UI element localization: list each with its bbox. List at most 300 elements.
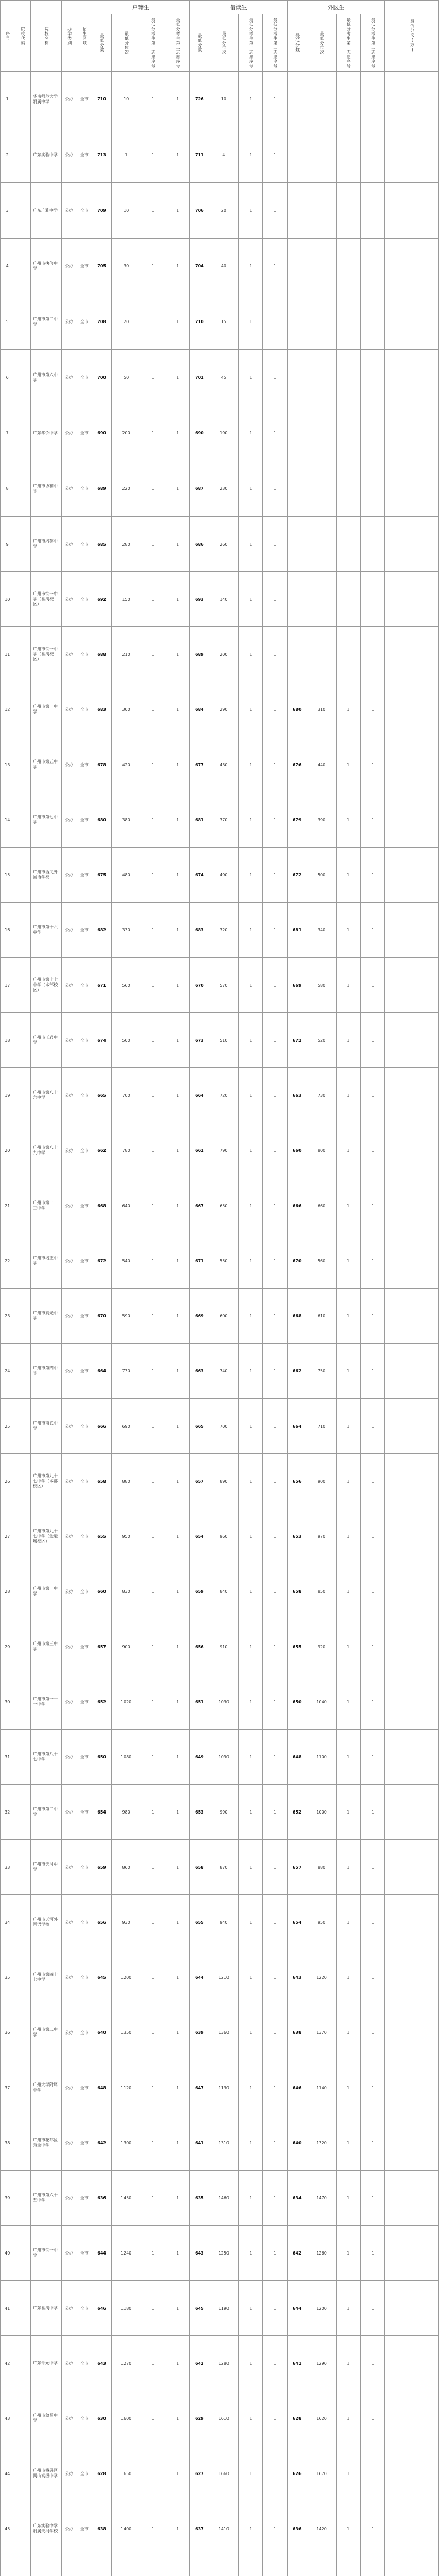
row-area: 全市 [77,1013,92,1068]
row-g2-rank: 45 [209,350,238,405]
row-g3-rank: 970 [307,1509,336,1564]
row-g2-rank: 370 [209,792,238,848]
row-g3-score: 654 [287,1895,307,1950]
row-g2-first: 1 [238,2005,262,2060]
row-g2-rank: 1250 [209,2226,238,2281]
row-g2-score: 665 [189,1399,209,1454]
row-g1-first: 1 [141,1674,165,1730]
row-g1-first: 1 [141,1509,165,1564]
row-g2-second: 1 [263,1454,287,1509]
row-g1-second: 1 [165,2281,189,2336]
row-remark [385,127,439,183]
row-g2-rank: 550 [209,1233,238,1289]
row-remark [385,1564,439,1619]
row-g1-first: 1 [141,2391,165,2446]
row-g2-first: 1 [238,461,262,517]
row-g3-first: 1 [336,1785,360,1840]
row-remark [385,2556,439,2576]
row-school-code [14,682,31,737]
row-g2-second: 1 [263,72,287,127]
row-g3-score: 680 [287,682,307,737]
row-g3-score: 662 [287,1344,307,1399]
row-g1-first: 1 [141,461,165,517]
row-g1-score: 690 [92,405,112,461]
row-g1-first: 1 [141,1785,165,1840]
row-g2-first: 1 [238,72,262,127]
row-g2-score: 681 [189,792,209,848]
row-area: 全市 [77,1895,92,1950]
row-g3-score [287,183,307,239]
row-g1-score: 683 [92,682,112,737]
row-g2-rank: 430 [209,737,238,792]
row-g3-second [361,2556,385,2576]
row-g2-score: 661 [189,1123,209,1178]
row-g3-first: 1 [336,1399,360,1454]
row-school-name: 广州市玉岩中学 [31,1013,62,1068]
row-remark [385,2336,439,2391]
row-school-code [14,1013,31,1068]
row-school-name: 广东华侨中学 [31,405,62,461]
row-g2-rank: 200 [209,627,238,682]
row-g1-first: 1 [141,848,165,903]
row-g1-score: 688 [92,627,112,682]
row-school-code [14,572,31,627]
row-seq: 35 [1,1950,14,2005]
row-g3-score: 655 [287,1619,307,1674]
row-g3-score [287,294,307,350]
row-g2-score: 671 [189,1233,209,1289]
row-g2-second: 1 [263,1233,287,1289]
table-row [1,2556,439,2576]
row-g1-score: 648 [92,2060,112,2115]
row-g1-first: 1 [141,958,165,1013]
row-g1-rank: 1080 [112,1730,141,1785]
row-school-name: 广州市第八十九中学 [31,1123,62,1178]
row-school-code [14,1178,31,1233]
row-g1-score: 700 [92,350,112,405]
row-g2-second: 1 [263,2446,287,2501]
row-school-code [14,1123,31,1178]
row-g1-first: 1 [141,2171,165,2226]
row-seq: 15 [1,848,14,903]
row-type: 公办 [62,848,77,903]
row-seq: 3 [1,183,14,239]
row-g2-rank: 1090 [209,1730,238,1785]
row-g2-score: 673 [189,1013,209,1068]
row-remark [385,682,439,737]
row-type: 公办 [62,1619,77,1674]
row-remark [385,1674,439,1730]
row-g1-score: 655 [92,1509,112,1564]
row-g3-first: 1 [336,2060,360,2115]
row-g3-score: 626 [287,2446,307,2501]
row-g2-second: 1 [263,239,287,294]
row-g3-rank: 440 [307,737,336,792]
row-g2-first: 1 [238,1454,262,1509]
row-area: 全市 [77,1619,92,1674]
row-g1-rank: 500 [112,1013,141,1068]
row-school-name: 广州市铁一中学 [31,2226,62,2281]
row-g2-rank: 740 [209,1344,238,1399]
row-remark [385,1840,439,1895]
row-g3-rank: 390 [307,792,336,848]
header-group-huji: 户籍生 [92,1,190,14]
row-g2-first: 1 [238,1730,262,1785]
row-g2-first: 1 [238,517,262,572]
row-area: 全市 [77,2501,92,2556]
row-type: 公办 [62,2171,77,2226]
row-g3-rank: 850 [307,1564,336,1619]
row-type: 公办 [62,127,77,183]
row-g3-rank: 950 [307,1895,336,1950]
row-area: 全市 [77,517,92,572]
row-g2-first: 1 [238,958,262,1013]
row-g1-second: 1 [165,2115,189,2171]
row-g3-score [287,2556,307,2576]
row-school-name: 广州市第六十五中学 [31,2171,62,2226]
row-g2-score: 654 [189,1509,209,1564]
row-g1-rank: 220 [112,461,141,517]
row-seq: 44 [1,2446,14,2501]
row-area: 全市 [77,72,92,127]
row-g3-first: 1 [336,1289,360,1344]
row-seq: 34 [1,1895,14,1950]
row-g1-score: 642 [92,2115,112,2171]
row-g2-rank: 40 [209,239,238,294]
row-g2-score: 651 [189,1674,209,1730]
row-g2-score: 710 [189,294,209,350]
row-g2-rank: 720 [209,1068,238,1123]
header-seq: 序号 [1,1,14,72]
table-row [1,2501,439,2556]
row-g1-rank: 330 [112,903,141,958]
row-school-name: 广东仲元中学 [31,2336,62,2391]
row-seq: 23 [1,1289,14,1344]
row-g3-second: 1 [361,2391,385,2446]
table-row [1,627,439,682]
row-g2-second: 1 [263,1289,287,1344]
row-area: 全市 [77,1509,92,1564]
row-area: 全市 [77,2060,92,2115]
row-g1-score: 674 [92,1013,112,1068]
row-g3-rank [307,183,336,239]
row-area: 全市 [77,2336,92,2391]
row-g2-rank: 1460 [209,2171,238,2226]
row-g3-rank [307,461,336,517]
row-g2-score: 655 [189,1895,209,1950]
row-g2-rank: 1360 [209,2005,238,2060]
row-g2-score: 689 [189,627,209,682]
row-seq: 16 [1,903,14,958]
header-g1-rank: 最低分位次 [112,14,141,72]
row-g1-rank: 1400 [112,2501,141,2556]
row-g3-first: 1 [336,2336,360,2391]
row-type: 公办 [62,2281,77,2336]
row-g3-rank: 1200 [307,2281,336,2336]
row-school-code [14,2005,31,2060]
row-g1-second: 1 [165,1454,189,1509]
row-g2-second: 1 [263,2281,287,2336]
row-type: 公办 [62,517,77,572]
row-school-code [14,737,31,792]
row-g2-score: 635 [189,2171,209,2226]
row-g2-second: 1 [263,2336,287,2391]
row-g1-first: 1 [141,1564,165,1619]
row-g2-second: 1 [263,2391,287,2446]
row-school-code [14,2115,31,2171]
row-remark [385,1895,439,1950]
row-g3-rank: 1140 [307,2060,336,2115]
row-g1-second: 1 [165,1730,189,1785]
row-school-name: 广州市执信中学 [31,239,62,294]
row-g3-rank [307,517,336,572]
row-g3-rank: 1100 [307,1730,336,1785]
row-g1-rank: 200 [112,405,141,461]
row-area: 全市 [77,903,92,958]
row-g2-rank: 490 [209,848,238,903]
row-g2-rank: 700 [209,1399,238,1454]
row-school-name: 广东番禺中学 [31,2281,62,2336]
table-row [1,1509,439,1564]
header-school-code: 院校代码 [14,1,31,72]
row-g1-score: 640 [92,2005,112,2060]
row-g3-second: 1 [361,1178,385,1233]
row-g1-first: 1 [141,682,165,737]
row-g1-rank: 1200 [112,1950,141,2005]
header-g1-first: 最低分考生第一志愿序号 [141,14,165,72]
row-g2-score: 686 [189,517,209,572]
row-g1-second: 1 [165,1674,189,1730]
row-g2-rank [209,2556,238,2576]
row-school-code [14,1619,31,1674]
row-g3-second: 1 [361,1619,385,1674]
row-school-name: 广州市第四中学 [31,1344,62,1399]
row-g1-score: 657 [92,1619,112,1674]
row-seq: 29 [1,1619,14,1674]
table-row [1,294,439,350]
row-seq: 38 [1,2115,14,2171]
row-g2-first: 1 [238,294,262,350]
row-g1-rank: 1120 [112,2060,141,2115]
row-type: 公办 [62,1674,77,1730]
row-g1-rank: 10 [112,183,141,239]
row-g3-score [287,517,307,572]
row-g3-first: 1 [336,1454,360,1509]
table-row [1,1454,439,1509]
row-g1-score: 678 [92,737,112,792]
row-school-code [14,958,31,1013]
row-g3-rank [307,72,336,127]
table-row [1,1895,439,1950]
row-g3-second: 1 [361,1013,385,1068]
table-row [1,1123,439,1178]
row-g3-first: 1 [336,2226,360,2281]
row-area [77,2556,92,2576]
table-row [1,2336,439,2391]
row-g2-score: 670 [189,958,209,1013]
row-school-code [14,1233,31,1289]
row-school-name: 广州市第二中学 [31,294,62,350]
row-seq: 25 [1,1399,14,1454]
row-g2-score: 656 [189,1619,209,1674]
row-g2-second: 1 [263,958,287,1013]
row-remark [385,1289,439,1344]
row-g1-first: 1 [141,1950,165,2005]
row-school-name: 广东实验中学附属天河学校 [31,2501,62,2556]
row-g1-score: 644 [92,2226,112,2281]
row-g1-score: 656 [92,1895,112,1950]
row-g3-second: 1 [361,1344,385,1399]
row-school-name: 广州市真光中学 [31,1289,62,1344]
row-area: 全市 [77,848,92,903]
row-g3-rank: 1260 [307,2226,336,2281]
row-g3-rank [307,405,336,461]
header-group-waiqu: 外区生 [287,1,385,14]
row-type: 公办 [62,350,77,405]
row-seq: 32 [1,1785,14,1840]
table-row [1,1013,439,1068]
row-g1-first: 1 [141,1399,165,1454]
row-g1-rank: 590 [112,1289,141,1344]
row-remark [385,461,439,517]
row-g1-rank: 1020 [112,1674,141,1730]
row-type: 公办 [62,1840,77,1895]
row-g1-first: 1 [141,1013,165,1068]
row-g2-first: 1 [238,2501,262,2556]
row-g3-first: 1 [336,848,360,903]
row-g1-second: 1 [165,2501,189,2556]
row-school-name: 广州市铁一中学（番禺校区） [31,627,62,682]
row-g1-rank: 1350 [112,2005,141,2060]
row-g3-first: 1 [336,1950,360,2005]
row-g2-second: 1 [263,1178,287,1233]
row-g1-rank: 690 [112,1399,141,1454]
row-g2-second: 1 [263,1730,287,1785]
row-g3-score: 638 [287,2005,307,2060]
row-type: 公办 [62,2391,77,2446]
row-g1-rank: 420 [112,737,141,792]
row-area: 全市 [77,1840,92,1895]
row-g2-second: 1 [263,2226,287,2281]
row-g3-score: 666 [287,1178,307,1233]
row-g1-score: 708 [92,294,112,350]
row-type: 公办 [62,1013,77,1068]
row-area: 全市 [77,1178,92,1233]
row-g3-second [361,127,385,183]
row-g1-rank: 1240 [112,2226,141,2281]
row-g1-first: 1 [141,2115,165,2171]
row-g2-first: 1 [238,405,262,461]
row-g1-first: 1 [141,2501,165,2556]
row-area: 全市 [77,1785,92,1840]
table-row [1,903,439,958]
row-g3-second: 1 [361,792,385,848]
row-g1-second: 1 [165,294,189,350]
row-g1-score: 666 [92,1399,112,1454]
table-row [1,1178,439,1233]
row-g3-first: 1 [336,1123,360,1178]
row-school-name: 广州市铁一中学（番禺校区） [31,572,62,627]
row-school-code [14,1399,31,1454]
row-school-code [14,903,31,958]
row-g3-score: 670 [287,1233,307,1289]
table-row [1,350,439,405]
row-area: 全市 [77,127,92,183]
row-g3-first: 1 [336,1564,360,1619]
row-area: 全市 [77,792,92,848]
row-area: 全市 [77,1123,92,1178]
row-g2-rank: 1210 [209,1950,238,2005]
row-type: 公办 [62,1950,77,2005]
row-g2-rank: 890 [209,1454,238,1509]
row-g2-score: 637 [189,2501,209,2556]
row-type: 公办 [62,1564,77,1619]
row-remark [385,294,439,350]
row-seq: 14 [1,792,14,848]
table-row [1,2115,439,2171]
row-seq: 36 [1,2005,14,2060]
row-g1-first: 1 [141,1233,165,1289]
row-g3-first [336,572,360,627]
row-type: 公办 [62,1730,77,1785]
row-g2-rank: 960 [209,1509,238,1564]
row-g1-first: 1 [141,737,165,792]
row-type: 公办 [62,1068,77,1123]
row-g3-rank: 560 [307,1233,336,1289]
row-g1-score: 638 [92,2501,112,2556]
row-remark [385,2171,439,2226]
row-g1-rank: 780 [112,1123,141,1178]
row-school-code [14,294,31,350]
row-g3-score: 642 [287,2226,307,2281]
row-g1-first: 1 [141,1895,165,1950]
row-school-code [14,1454,31,1509]
row-g3-rank: 750 [307,1344,336,1399]
row-remark [385,405,439,461]
row-g1-rank: 980 [112,1785,141,1840]
row-g3-score: 668 [287,1289,307,1344]
row-g2-second: 1 [263,1509,287,1564]
row-g3-first: 1 [336,2281,360,2336]
row-g1-first: 1 [141,294,165,350]
row-g1-first: 1 [141,239,165,294]
row-remark [385,1454,439,1509]
header-g3-rank: 最低分位次 [307,14,336,72]
row-g3-score: 656 [287,1454,307,1509]
row-g3-score: 657 [287,1840,307,1895]
row-g2-second: 1 [263,2171,287,2226]
row-g2-first: 1 [238,848,262,903]
row-school-code [14,72,31,127]
row-g2-score: 687 [189,461,209,517]
row-g1-first: 1 [141,72,165,127]
row-type: 公办 [62,239,77,294]
row-seq: 9 [1,517,14,572]
row-school-code [14,1344,31,1399]
row-g3-second: 1 [361,1564,385,1619]
row-area: 全市 [77,183,92,239]
row-g3-second: 1 [361,1289,385,1344]
row-school-name: 广州市第八十六中学 [31,1068,62,1123]
row-g3-rank: 1220 [307,1950,336,2005]
row-g1-second: 1 [165,1068,189,1123]
row-g2-second: 1 [263,1619,287,1674]
row-g3-first: 1 [336,1344,360,1399]
row-g1-score: 650 [92,1730,112,1785]
row-g2-score: 643 [189,2226,209,2281]
row-seq: 13 [1,737,14,792]
row-g3-second [361,183,385,239]
